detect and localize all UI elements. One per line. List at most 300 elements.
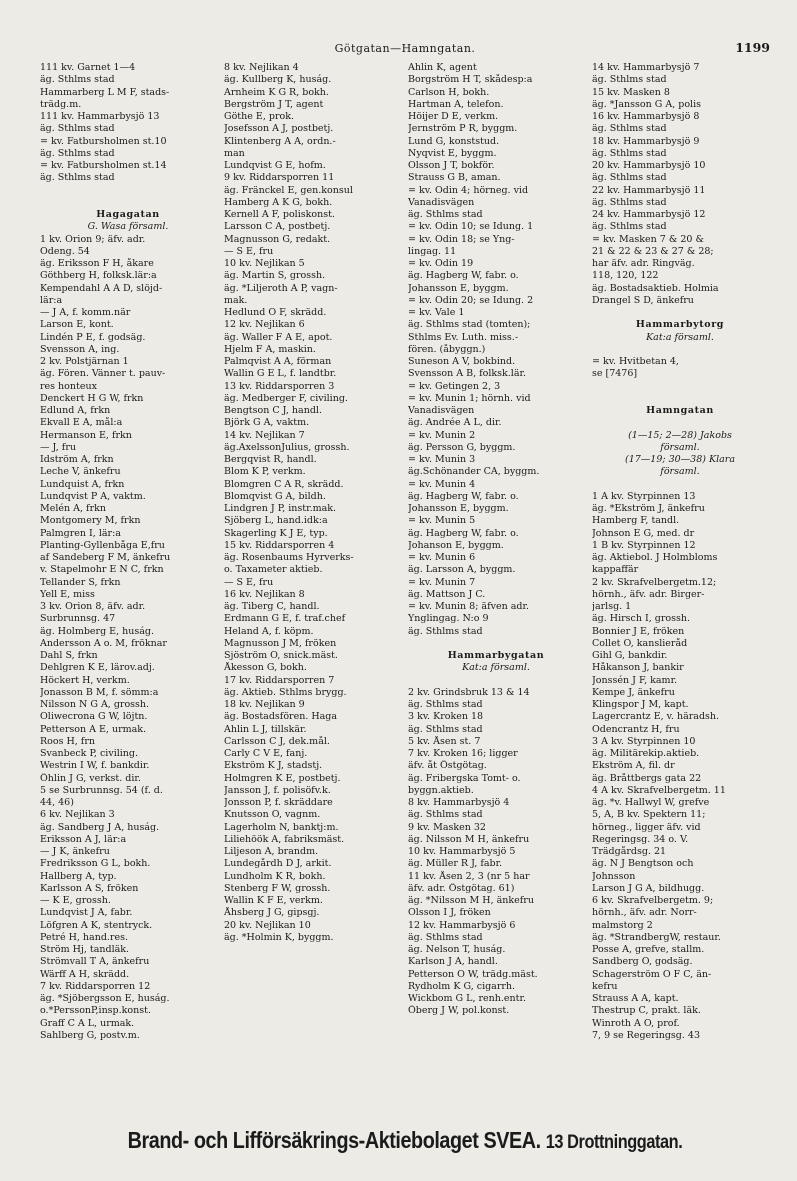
- directory-entry: Olsson I J, fröken: [408, 907, 491, 919]
- directory-entry: Vanadisvägen: [408, 196, 475, 208]
- directory-entry: Lundqvist J A, fabr.: [40, 907, 133, 919]
- directory-entry: 1 B kv. Styrpinnen 12: [592, 539, 696, 551]
- directory-entry: Ahlin K, agent: [408, 62, 477, 73]
- directory-entry: Thestrup C, prakt. läk.: [592, 1005, 701, 1017]
- directory-entry: äg. Hagberg W, fabr. o.: [408, 527, 519, 539]
- directory-entry: Idström A, frkn: [40, 454, 114, 465]
- directory-entry: Liljeson A, brandm.: [224, 846, 319, 857]
- directory-entry: hörneg., ligger äfv. vid: [592, 821, 701, 833]
- directory-entry: äg. Sthlms stad: [592, 221, 667, 233]
- directory-entry: Ekström K J, stadstj.: [224, 760, 323, 772]
- directory-entry: äg. Sthlms stad: [592, 74, 667, 86]
- directory-entry: äg. Hagberg W, fabr. o.: [408, 270, 519, 282]
- directory-entry: Svensson A B, folksk.lär.: [408, 368, 527, 380]
- column-1: [40, 62, 216, 1117]
- directory-entry: Löfgren A K, stentryck.: [40, 919, 153, 931]
- directory-entry: 111 kv. Garnet 1—4: [40, 62, 136, 73]
- directory-entry: äg. Tiberg C, handl.: [224, 601, 320, 612]
- directory-entry: Jernström P R, byggm.: [408, 123, 518, 135]
- directory-entry: o. Taxameter aktieb.: [224, 564, 323, 576]
- directory-entry: 2 kv. Skrafvelbergetm.12;: [592, 576, 717, 588]
- directory-entry: [40, 197, 216, 209]
- directory-entry: äg. Medberger F, civiling.: [224, 392, 348, 404]
- directory-entry: [592, 479, 768, 491]
- directory-entry: Collet O, kanslieråd: [592, 637, 688, 649]
- directory-entry: 111 kv. Hammarbysjö 13: [40, 111, 160, 122]
- directory-entry: äg. Holmberg E, huság.: [40, 625, 155, 637]
- directory-entry: äg. *Ekström J, änkefru: [592, 503, 705, 514]
- directory-entry: Surbrunnsg. 47: [40, 613, 116, 625]
- directory-entry: äfv. adr. Östgötag. 61): [408, 882, 515, 894]
- directory-entry: Kernell A F, poliskonst.: [224, 209, 335, 220]
- directory-entry: 10 kv. Nejlikan 5: [224, 258, 305, 269]
- directory-entry: Bonnier J E, fröken: [592, 625, 685, 637]
- directory-entry: byggn.aktieb.: [408, 784, 474, 796]
- directory-entry: Svanbeck P, civiling.: [40, 748, 139, 759]
- directory-entry: Johnson E G, med. dr: [592, 527, 695, 539]
- directory-entry: Ström Hj, tandläk.: [40, 944, 130, 955]
- directory-entry: Bengtson C J, handl.: [224, 405, 322, 416]
- directory-entry: Josefsson A J, postbetj.: [224, 123, 334, 135]
- directory-entry: äg. Rosenbaums Hyrverks-: [224, 552, 354, 563]
- directory-entry: Drangel S D, änkefru: [592, 294, 694, 306]
- directory-entry: = kv. Fatbursholmen st.10: [40, 135, 167, 147]
- directory-entry: Hamberg A K G, bokh.: [224, 196, 333, 208]
- directory-entry: 11 kv. Åsen 2, 3 (nr 5 har: [408, 870, 530, 882]
- directory-entry: Larson J G A, bildhugg.: [592, 882, 705, 894]
- directory-entry: Kat:a församl.: [646, 331, 714, 343]
- directory-entry: = kv. Munin 8; äfven adr.: [408, 601, 529, 612]
- directory-entry: 20 kv. Hammarbysjö 10: [592, 160, 706, 171]
- directory-entry: äg. N J Bengtson och: [592, 858, 694, 870]
- directory-entry: äg. Martin S, grossh.: [224, 270, 326, 282]
- directory-entry: Klintenberg A A, ordn.-: [224, 135, 336, 147]
- directory-entry: = kv. Fatbursholmen st.14: [40, 160, 167, 171]
- directory-entry: Karlsson A S, fröken: [40, 882, 139, 894]
- directory-entry: 3 A kv. Styrpinnen 10: [592, 735, 696, 747]
- directory-entry: äg. Militärekip.aktieb.: [592, 748, 700, 759]
- directory-entry: Kat:a församl.: [462, 662, 530, 674]
- directory-entry: 15 kv. Riddarsporren 4: [224, 539, 335, 551]
- directory-entry: = kv. Odin 18; se Yng-: [408, 233, 515, 245]
- directory-entry: Åkesson G, bokh.: [224, 662, 307, 674]
- directory-entry: 5 se Surbrunnsg. 54 (f. d.: [40, 784, 163, 796]
- directory-entry: Dehlgren K E, lärov.adj.: [40, 662, 155, 674]
- directory-entry: äg. Sthlms stad (tomten);: [408, 319, 531, 331]
- directory-entry: [408, 638, 584, 650]
- directory-entry: äg. Mattson J C.: [408, 588, 486, 600]
- directory-entry: Arnheim K G R, bokh.: [224, 86, 329, 98]
- directory-entry: Jonasson B M, f. sömm:a: [40, 686, 159, 698]
- directory-entry: Ynglingag. N:o 9: [408, 613, 489, 625]
- directory-entry: [592, 344, 768, 356]
- directory-entry: Hamngatan: [646, 405, 714, 416]
- directory-entry: Bergström J T, agent: [224, 98, 324, 110]
- directory-entry: fören. (åbyggn.): [408, 343, 486, 355]
- directory-entry: 16 kv. Hammarbysjö 8: [592, 111, 700, 122]
- directory-entry: Schagerström O F C, än-: [592, 968, 712, 980]
- directory-entry: Sthlms Ev. Luth. miss.-: [408, 331, 519, 343]
- directory-entry: 3 kv. Kroken 18: [408, 711, 484, 723]
- directory-entry: Lundquist A, frkn: [40, 478, 125, 490]
- directory-entry: Kempendahl A A D, slöjd-: [40, 282, 163, 294]
- directory-entry: Svensson A, ing.: [40, 343, 120, 355]
- directory-entry: 44, 46): [40, 797, 74, 808]
- directory-entry: 5 kv. Åsen st. 7: [408, 735, 481, 747]
- directory-entry: Palmqvist A A, förman: [224, 356, 332, 367]
- directory-entry: Stenberg F W, grossh.: [224, 882, 331, 894]
- directory-entry: jarlsg. 1: [592, 601, 632, 612]
- directory-entry: Gihl G, bankdir.: [592, 650, 668, 661]
- directory-entry: Dahl S, frkn: [40, 650, 98, 661]
- directory-entry: Åhsberg J G, gipsgj.: [224, 907, 320, 919]
- directory-entry: 22 kv. Hammarbysjö 11: [592, 184, 706, 196]
- directory-entry: Magnusson G, redakt.: [224, 233, 331, 245]
- directory-entry: Hammarbygatan: [447, 650, 545, 661]
- directory-entry: Hartman A, telefon.: [408, 98, 504, 110]
- directory-entry: 21 & 22 & 23 & 27 & 28;: [592, 245, 714, 257]
- directory-entry: = kv. Vale 1: [408, 307, 465, 318]
- directory-entry: äg. *Sjöbergsson E, huság.: [40, 993, 170, 1004]
- advertisement-footer: [91, 1118, 719, 1162]
- directory-entry: Sjöström O, snick.mäst.: [224, 650, 338, 661]
- directory-entry: Hammarberg L M F, stads-: [40, 86, 170, 98]
- column-4: [592, 62, 768, 1117]
- directory-entry: = kv. Munin 3: [408, 454, 476, 465]
- directory-entry: äg. *Liljeroth A P, vagn-: [224, 282, 338, 294]
- directory-entry: 18 kv. Hammarbysjö 9: [592, 135, 700, 147]
- directory-entry: 8 kv. Nejlikan 4: [224, 62, 299, 73]
- column-2: [224, 62, 400, 1117]
- directory-entry: Fredriksson G L, bokh.: [40, 858, 151, 870]
- directory-entry: äg. Sandberg J A, huság.: [40, 821, 160, 833]
- directory-entry: 1 A kv. Styrpinnen 13: [592, 490, 696, 502]
- directory-entry: Hammarbytorg: [635, 319, 725, 331]
- directory-entry: äg. Sthlms stad: [592, 172, 667, 184]
- page-header: [40, 42, 770, 60]
- directory-entry: Wickbom G L, renh.entr.: [408, 993, 526, 1004]
- directory-entry: Roos H, frn: [40, 735, 95, 747]
- directory-entry: 1 kv. Orion 9; äfv. adr.: [40, 233, 146, 245]
- directory-entry: Ekvall E A, mål:a: [40, 417, 123, 429]
- directory-entry: 5, A, B kv. Spektern 11;: [592, 809, 706, 821]
- directory-entry: Westrin I W, f. bankdir.: [40, 760, 150, 772]
- directory-entry: Höijer D E, verkm.: [408, 111, 499, 122]
- directory-entry: äg. Andrée A L, dir.: [408, 417, 502, 429]
- directory-entry: — K E, grossh.: [40, 895, 111, 906]
- page-number: 1199: [735, 40, 770, 55]
- directory-entry: o.*PerssonP,insp.konst.: [40, 1005, 151, 1017]
- directory-entry: äg. Sthlms stad: [408, 209, 483, 220]
- directory-entry: Andersson A o. M, fröknar: [40, 637, 167, 649]
- directory-entry: 7 kv. Kroken 16; ligger: [408, 748, 518, 759]
- directory-entry: äg. Sthlms stad: [592, 196, 667, 208]
- directory-entry: Lundqvist P A, vaktm.: [40, 490, 146, 502]
- directory-entry: Odeng. 54: [40, 245, 90, 257]
- directory-entry: Blomqvist G A, bildh.: [224, 490, 326, 502]
- directory-entry: 13 kv. Riddarsporren 3: [224, 380, 335, 392]
- directory-entry: äg.AxelssonJulius, grossh.: [224, 441, 350, 453]
- directory-entry: har äfv. adr. Ringväg.: [592, 258, 695, 269]
- directory-entry: Lindgren J P, instr.mak.: [224, 503, 337, 514]
- directory-entry: (17—19; 30—38) Klara: [624, 454, 735, 465]
- directory-entry: Regeringsg. 34 o. V.: [592, 833, 689, 845]
- directory-entry: Vanadisvägen: [408, 405, 475, 416]
- directory-entry: se [7476]: [592, 368, 638, 380]
- directory-entry: malmstorg 2: [592, 919, 653, 931]
- directory-entry: Nyqvist E, byggm.: [408, 147, 497, 159]
- directory-entry: Graff C A L, urmak.: [40, 1017, 135, 1029]
- directory-entry: 4 A kv. Skrafvelbergetm. 11: [592, 784, 726, 796]
- directory-entry: = kv. Hvitbetan 4,: [592, 356, 679, 367]
- directory-entry: Borgström H T, skådesp:a: [408, 74, 533, 86]
- directory-entry: (1—15; 2—28) Jakobs: [628, 429, 732, 441]
- directory-entry: [592, 393, 768, 405]
- directory-entry: äg. Aktiebol. J Holmbloms: [592, 552, 718, 563]
- directory-entry: Erdmann G E, f. traf.chef: [224, 613, 346, 625]
- directory-entry: lär:a: [40, 294, 63, 306]
- directory-entry: Jonssén J F, kamr.: [592, 674, 678, 686]
- directory-entry: Johanson E, byggm.: [408, 539, 504, 551]
- directory-entry: = kv. Munin 1; hörnh. vid: [408, 392, 531, 404]
- directory-entry: 2 kv. Grindsbruk 13 & 14: [408, 686, 530, 698]
- directory-entry: äg. Nilsson M H, änkefru: [408, 833, 530, 845]
- directory-entry: Olsson J T, bokför.: [408, 160, 495, 171]
- directory-entry: = kv. Getingen 2, 3: [408, 380, 501, 392]
- directory-entry: äg.Schönander CA, byggm.: [408, 466, 540, 478]
- directory-entry: Strauss G B, aman.: [408, 172, 501, 184]
- directory-entry: = kv. Odin 20; se Idung. 2: [408, 294, 534, 306]
- directory-entry: man: [224, 147, 245, 159]
- directory-entry: 24 kv. Hammarbysjö 12: [592, 209, 706, 220]
- directory-entry: 7, 9 se Regeringsg. 43: [592, 1029, 701, 1041]
- directory-entry: församl.: [660, 441, 700, 453]
- directory-entry: 2 kv. Polstjärnan 1: [40, 356, 129, 367]
- directory-entry: äg. Aktieb. Sthlms brygg.: [224, 686, 347, 698]
- directory-entry: 14 kv. Nejlikan 7: [224, 429, 305, 441]
- directory-entry: äg. Sthlms stad: [408, 809, 483, 821]
- directory-entry: Larson E, kont.: [40, 319, 114, 331]
- directory-entry: hörnh., äfv. adr. Norr-: [592, 907, 697, 919]
- directory-entry: Oliwecrona G W, löjtn.: [40, 711, 148, 723]
- directory-entry: 12 kv. Nejlikan 6: [224, 319, 305, 331]
- directory-entry: 9 kv. Masken 32: [408, 821, 486, 833]
- directory-entry: Strömvall T A, änkefru: [40, 956, 150, 968]
- directory-entry: äg. Sthlms stad: [40, 123, 115, 135]
- directory-entry: Blomgren C A R, skrädd.: [224, 478, 344, 490]
- directory-entry: Höckert H, verkm.: [40, 674, 130, 686]
- directory-entry: äg. Sthlms stad: [408, 931, 483, 943]
- directory-entry: äg. *StrandbergW, restaur.: [592, 931, 721, 943]
- directory-entry: Lundholm K R, bokh.: [224, 870, 326, 882]
- directory-entry: äg. Sthlms stad: [408, 723, 483, 735]
- directory-entry: Tellander S, frkn: [40, 576, 121, 588]
- directory-entry: — J K, änkefru: [40, 846, 110, 857]
- directory-entry: Ekström A, fil. dr: [592, 760, 675, 772]
- directory-entry: äg. Sthlms stad: [40, 74, 115, 86]
- directory-entry: äg. Bråttbergs gata 22: [592, 772, 702, 784]
- directory-entry: [40, 185, 216, 197]
- directory-entry: = kv. Munin 4: [408, 478, 476, 490]
- directory-entry: Knutsson O, vagnm.: [224, 809, 321, 821]
- directory-entry: Johnsson: [592, 870, 636, 882]
- directory-entry: — J, fru: [40, 441, 76, 453]
- directory-entry: = kv. Odin 19: [408, 258, 474, 269]
- directory-entry: — J A, f. komm.när: [40, 307, 131, 318]
- directory-entry: kappaffär: [592, 564, 639, 576]
- directory-entry: = kv. Odin 10; se Idung. 1: [408, 221, 534, 233]
- directory-entry: äg. Persson G, byggm.: [408, 441, 516, 453]
- page-title: Götgatan—Hamngatan.: [334, 42, 476, 55]
- directory-entry: Klingspor J M, kapt.: [592, 699, 689, 710]
- directory-entry: Jonsson P, f. skräddare: [224, 797, 333, 808]
- directory-entry: äg. Fribergska Tomt- o.: [408, 772, 521, 784]
- directory-entry: Trädgårdsg. 21: [592, 846, 667, 857]
- directory-entry: Kempe J, änkefru: [592, 686, 675, 698]
- directory-entry: Montgomery M, frkn: [40, 515, 141, 527]
- directory-entry: Petré H, hand.res.: [40, 931, 128, 943]
- directory-entry: G. Wasa församl.: [87, 221, 169, 233]
- directory-entry: Hermanson E, frkn: [40, 429, 132, 441]
- directory-entry: Larsson C A, postbetj.: [224, 221, 331, 233]
- directory-entry: [408, 675, 584, 687]
- directory-entry: Carlsson C J, dek.mål.: [224, 735, 330, 747]
- directory-entry: Planting-Gyllenbåga E,fru: [40, 539, 165, 551]
- directory-columns: [40, 62, 770, 1117]
- directory-entry: Sjöberg L, hand.idk:a: [224, 515, 328, 527]
- directory-entry: äg. Sthlms stad: [592, 147, 667, 159]
- directory-entry: Petterson A E, urmak.: [40, 723, 147, 735]
- directory-entry: äg. Fören. Vänner t. pauv-: [40, 368, 166, 380]
- directory-entry: res honteux: [40, 380, 97, 392]
- directory-entry: Hjelm F A, maskin.: [224, 343, 316, 355]
- directory-entry: äg. Sthlms stad: [408, 625, 483, 637]
- directory-entry: — S E, fru: [224, 245, 274, 257]
- directory-entry: Lindén P E, f. godsäg.: [40, 331, 146, 343]
- directory-entry: äg. Sthlms stad: [40, 147, 115, 159]
- directory-entry: lingag. 11: [408, 245, 457, 257]
- directory-entry: församl.: [660, 466, 700, 478]
- directory-entry: Göthe E, prok.: [224, 111, 294, 122]
- directory-entry: äg. *Holmin K, byggm.: [224, 931, 334, 943]
- directory-entry: Hamberg F, tandl.: [592, 515, 680, 527]
- directory-entry: äfv. åt Östgötag.: [408, 760, 487, 772]
- directory-entry: 8 kv. Hammarbysjö 4: [408, 797, 510, 808]
- directory-entry: mak.: [224, 294, 248, 306]
- directory-entry: Petterson O W, trädg.mäst.: [408, 968, 538, 980]
- directory-entry: 118, 120, 122: [592, 270, 659, 282]
- directory-entry: Leche V, änkefru: [40, 466, 121, 478]
- directory-entry: = kv. Munin 5: [408, 515, 476, 527]
- directory-entry: 17 kv. Riddarsporren 7: [224, 674, 335, 686]
- directory-entry: Håkanson J, bankir: [592, 662, 684, 674]
- directory-entry: Blom K P, verkm.: [224, 466, 306, 478]
- directory-entry: Sahlberg G, postv.m.: [40, 1029, 140, 1041]
- directory-entry: Yell E, miss: [40, 588, 95, 600]
- directory-entry: Lund G, konststud.: [408, 135, 500, 147]
- directory-entry: äg. Bostadsaktieb. Holmia: [592, 282, 719, 294]
- directory-entry: = kv. Munin 6: [408, 552, 476, 563]
- directory-entry: äg. Fränckel E, gen.konsul: [224, 184, 353, 196]
- directory-entry: [592, 417, 768, 429]
- directory-entry: äg. Hagberg W, fabr. o.: [408, 490, 519, 502]
- directory-entry: Wärff A H, skrädd.: [40, 968, 130, 980]
- directory-entry: 7 kv. Riddarsporren 12: [40, 980, 151, 992]
- directory-entry: äg. Kullberg K, huság.: [224, 74, 332, 86]
- directory-entry: äg. Hirsch I, grossh.: [592, 613, 691, 625]
- directory-entry: äg. Waller F A E, apot.: [224, 331, 333, 343]
- directory-entry: 15 kv. Masken 8: [592, 86, 670, 98]
- directory-entry: hörnh., äfv. adr. Birger-: [592, 588, 705, 600]
- directory-entry: Carlson H, bokh.: [408, 86, 490, 98]
- directory-entry: Lagercrantz E, v. häradsh.: [592, 711, 720, 723]
- directory-entry: Strauss A A, kapt.: [592, 993, 679, 1004]
- directory-entry: 14 kv. Hammarbysjö 7: [592, 62, 700, 73]
- directory-entry: 16 kv. Nejlikan 8: [224, 588, 305, 600]
- directory-entry: af Sandeberg F M, änkefru: [40, 552, 171, 563]
- directory-entry: äg. Nelson T, huság.: [408, 944, 506, 955]
- directory-entry: — S E, fru: [224, 576, 274, 588]
- directory-entry: Nilsson N G A, grossh.: [40, 699, 150, 710]
- directory-entry: 6 kv. Skrafvelbergetm. 9;: [592, 895, 714, 906]
- directory-entry: 20 kv. Nejlikan 10: [224, 919, 311, 931]
- directory-entry: Johansson E, byggm.: [408, 282, 509, 294]
- directory-entry: Skagerling K J E, typ.: [224, 527, 328, 539]
- directory-entry: 6 kv. Nejlikan 3: [40, 809, 115, 821]
- directory-entry: äg. *Nilsson M H, änkefru: [408, 895, 534, 906]
- directory-entry: Lagerholm N, banktj:m.: [224, 821, 339, 833]
- advertisement-address: 13 Drottninggatan.: [545, 1132, 683, 1153]
- directory-entry: Liliehöök A, fabriksmäst.: [224, 833, 345, 845]
- directory-entry: Öhlin J G, verkst. dir.: [40, 772, 141, 784]
- directory-entry: Hedlund O F, skrädd.: [224, 307, 327, 318]
- directory-entry: Sandberg O, godsäg.: [592, 956, 693, 968]
- directory-entry: Göthberg H, folksk.lär:a: [40, 270, 157, 282]
- directory-entry: 12 kv. Hammarbysjö 6: [408, 919, 516, 931]
- directory-entry: äg. Sthlms stad: [40, 172, 115, 184]
- directory-entry: v. Stapelmohr E N C, frkn: [40, 564, 164, 576]
- directory-entry: = kv. Munin 7: [408, 576, 476, 588]
- directory-entry: äg. Eriksson F H, åkare: [40, 258, 154, 269]
- directory-entry: äg. Müller R J, fabr.: [408, 858, 503, 870]
- directory-entry: äg. Bostadsfören. Haga: [224, 711, 338, 723]
- directory-entry: Odencrantz H, fru: [592, 723, 680, 735]
- directory-entry: Jansson J, f. polisöfv.k.: [224, 784, 331, 796]
- directory-entry: äg. *Jansson G A, polis: [592, 98, 701, 110]
- directory-entry: = kv. Munin 2: [408, 429, 476, 441]
- directory-entry: Rydholm K G, cigarrh.: [408, 980, 516, 992]
- directory-entry: trädg.m.: [40, 98, 82, 110]
- directory-entry: Lundegårdh D J, arkit.: [224, 858, 332, 870]
- directory-entry: [592, 307, 768, 319]
- directory-entry: Karlson J A, handl.: [408, 956, 498, 968]
- directory-entry: äg. *v. Hallwyl W, grefve: [592, 797, 710, 808]
- directory-entry: Denckert H G W, frkn: [40, 392, 144, 404]
- directory-entry: Holmgren K E, postbetj.: [224, 772, 341, 784]
- directory-entry: Ahlin L J, tillskär.: [224, 723, 307, 735]
- directory-entry: äg. Sthlms stad: [592, 123, 667, 135]
- directory-entry: Wallin G E L, f. landtbr.: [224, 368, 337, 380]
- directory-entry: Suneson A V, bokbind.: [408, 356, 516, 367]
- directory-entry: Carly C V E, fanj.: [224, 748, 308, 759]
- advertisement-company: Brand- och Lifförsäkrings-Aktiebolaget SVEA.: [127, 1127, 541, 1153]
- directory-entry: Johansson E, byggm.: [408, 503, 509, 514]
- directory-entry: Heland A, f. köpm.: [224, 625, 314, 637]
- directory-entry: 9 kv. Riddarsporren 11: [224, 172, 335, 184]
- directory-entry: Hagagatan: [96, 209, 160, 220]
- directory-entry: = kv. Masken 7 & 20 &: [592, 233, 704, 245]
- directory-entry: 18 kv. Nejlikan 9: [224, 699, 305, 710]
